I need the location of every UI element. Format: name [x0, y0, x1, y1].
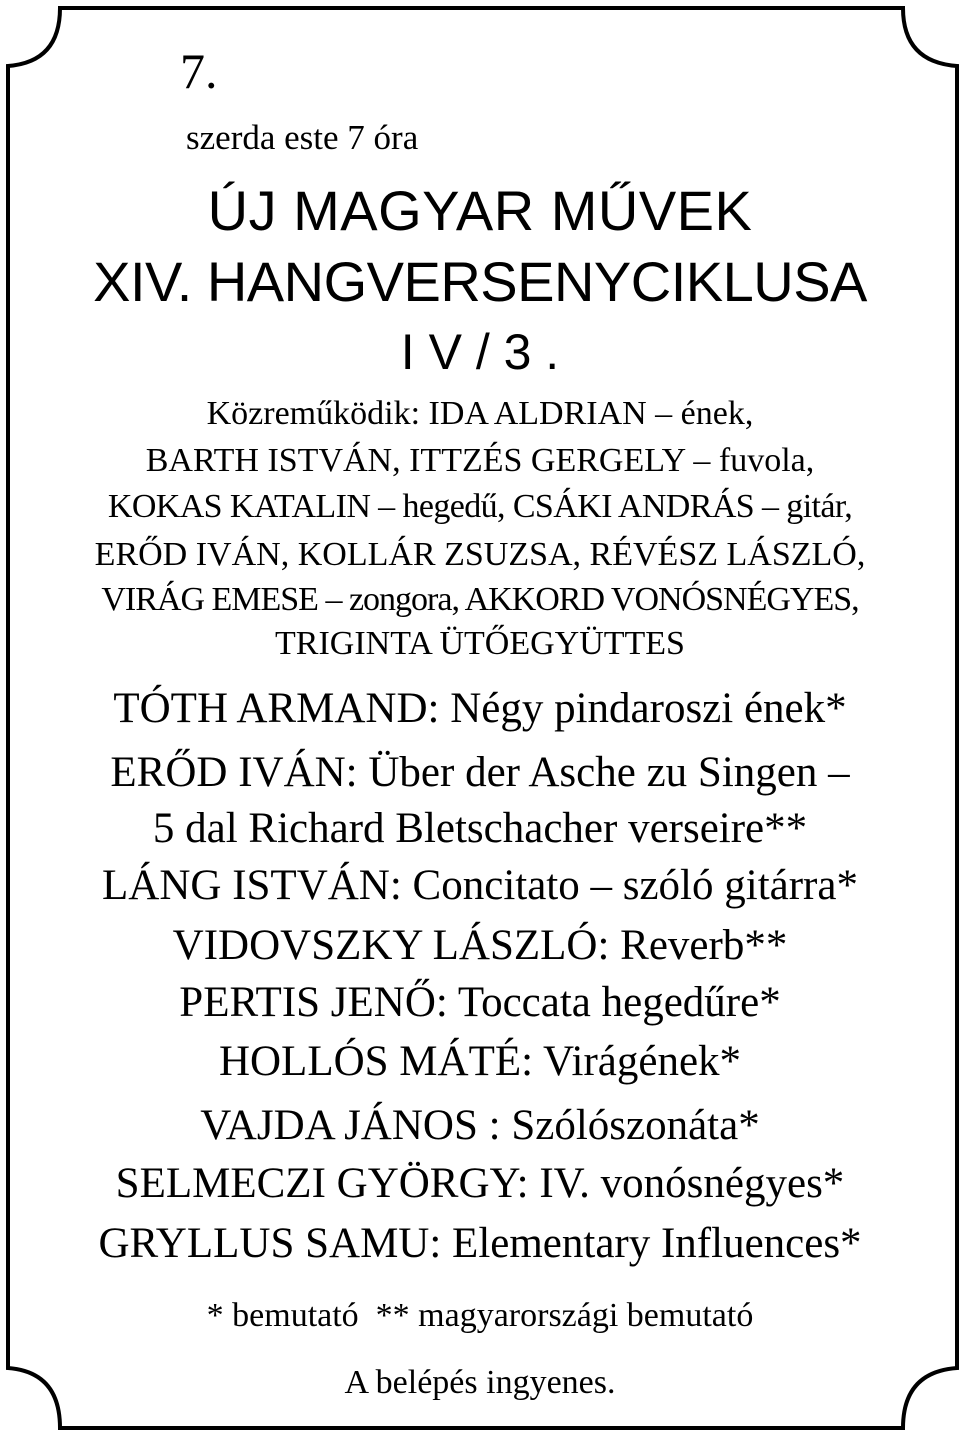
performer-line: KOKAS KATALIN – hegedű, CSÁKI ANDRÁS – gitár,	[107, 488, 853, 525]
program-item: VIDOVSZKY LÁSZLÓ: Reverb**	[172, 922, 788, 969]
performer-line: TRIGINTA ÜTŐEGYÜTTES	[275, 625, 685, 662]
program-item: HOLLÓS MÁTÉ: Virágének*	[218, 1038, 742, 1085]
program-item: TÓTH ARMAND: Négy pindaroszi ének*	[113, 685, 847, 732]
program-item: 5 dal Richard Bletschacher verseire**	[152, 805, 808, 852]
performer-line: VIRÁG EMESE – zongora, AKKORD VONÓSNÉGYES,	[101, 581, 859, 618]
event-number: 7.	[180, 43, 218, 99]
program-item: GRYLLUS SAMU: Elementary Influences*	[98, 1220, 862, 1267]
legend: * bemutató ** magyarországi bemutató	[206, 1297, 754, 1334]
event-time: szerda este 7 óra	[186, 118, 419, 157]
series-title-line2: XIV. HANGVERSENYCIKLUSA	[93, 250, 867, 313]
performer-line: ERŐD IVÁN, KOLLÁR ZSUZSA, RÉVÉSZ LÁSZLÓ,	[94, 536, 866, 573]
series-part: I V / 3 .	[400, 324, 560, 380]
program-item: LÁNG ISTVÁN: Concitato – szóló gitárra*	[102, 862, 858, 909]
program-item: VAJDA JÁNOS : Szólószonáta*	[200, 1102, 760, 1149]
program-item: SELMECZI GYÖRGY: IV. vonósnégyes*	[115, 1160, 845, 1207]
performer-line: BARTH ISTVÁN, ITTZÉS GERGELY – fuvola,	[145, 442, 815, 479]
program-item: ERŐD IVÁN: Über der Asche zu Singen –	[110, 749, 850, 796]
series-title-line1: ÚJ MAGYAR MŰVEK	[207, 179, 753, 242]
admission-note: A belépés ingyenes.	[344, 1364, 616, 1401]
program-item: PERTIS JENŐ: Toccata hegedűre*	[179, 979, 781, 1026]
performer-line: Közreműködik: IDA ALDRIAN – ének,	[206, 395, 754, 432]
